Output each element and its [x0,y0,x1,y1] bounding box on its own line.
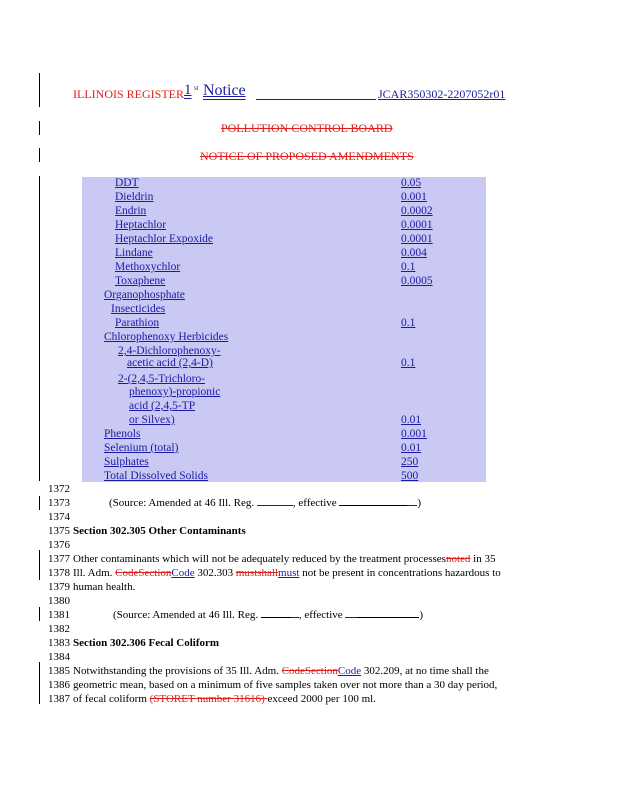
line-number: 1382 [48,623,70,635]
change-bar [39,121,40,135]
table-value: 0.0001 [401,233,433,245]
page-marker-sub: st [194,84,199,92]
table-row: Methoxychlor [115,261,181,273]
table-value: 0.0002 [401,205,433,217]
table-row: Total Dissolved Solids [104,470,208,482]
table-value: 0.1 [401,261,416,273]
table-row: Insecticides [111,303,166,315]
table-value: 0.004 [401,247,427,259]
table-row: Heptachlor Expoxide [115,233,214,245]
table-row: Lindane [115,247,153,259]
jcar-code: JCAR350302-2207052r01 [378,87,506,101]
line-number: 1373 [48,497,70,509]
line-number: 1380 [48,595,70,607]
paragraph-line: Other contaminants which will not be adequately reduced by the treatment processesnoted in 35 [73,553,496,565]
table-value: 250 [401,456,419,468]
line-number: 1378 [48,567,70,579]
paragraph-line: of fecal coliform (STORET number 31616) exceed 2000 per 100 ml. [73,693,376,705]
line-number: 1379 [48,581,70,593]
table-row: Phenols [104,428,141,440]
table-row: or Silvex) [129,414,175,426]
paragraph-line: Notwithstanding the provisions of 35 Ill. Adm. CodeSectionCode 302.209, at no time shall the [73,665,489,677]
line-number: 1384 [48,651,70,663]
table-row: Selenium (total) [104,442,179,454]
change-bar [39,73,40,107]
line-number: 1375 [48,525,70,537]
notice-heading: NOTICE OF PROPOSED AMENDMENTS [200,149,414,163]
change-bar [39,148,40,162]
line-number: 1381 [48,609,70,621]
table-row: 2,4-Dichlorophenoxy- [118,345,221,357]
page-marker: 1 [184,82,192,98]
register-title: ILLINOIS REGISTER [73,87,184,101]
change-bar [39,550,40,580]
table-row: Dieldrin [115,191,154,203]
table-value: 0.0001 [401,219,433,231]
change-bar [39,607,40,621]
line-number: 1386 [48,679,70,691]
table-row: 2-(2,4,5-Trichloro- [118,373,206,385]
change-bar [39,496,40,510]
line-number: 1377 [48,553,70,565]
table-value: 0.05 [401,177,422,189]
table-row: DDT [115,177,139,189]
line-number: 1376 [48,539,70,551]
change-bar [39,176,40,481]
table-value: 0.1 [401,317,416,329]
table-row: phenoxy)-propionic [129,386,221,398]
table-value: 0.1 [401,357,416,369]
table-row: Organophosphate [104,289,185,301]
source-note: (Source: Amended at 46 Ill. Reg. , effective ) [113,609,424,621]
table-value: 0.01 [401,414,422,426]
section-heading: Section 302.306 Fecal Coliform [73,637,220,649]
section-heading: Section 302.305 Other Contaminants [73,525,246,537]
paragraph-line: Ill. Adm. CodeSectionCode 302.303 mustshallmust not be present in concentrations hazardous to [73,567,501,579]
table-row: Endrin [115,205,147,217]
board-name: POLLUTION CONTROL BOARD [221,121,393,135]
table-row: Chlorophenoxy Herbicides [104,331,229,343]
header-rule [256,99,376,100]
line-number: 1383 [48,637,70,649]
table-value: 0.001 [401,191,427,203]
line-number: 1374 [48,511,70,523]
table-row: Toxaphene [115,275,166,287]
table-value: 0.0005 [401,275,433,287]
change-bar [39,662,40,704]
table-row: Sulphates [104,456,149,468]
table-value: 0.001 [401,428,427,440]
line-number: 1372 [48,483,70,495]
table-row: Parathion [115,317,160,329]
table-value: 500 [401,470,419,482]
paragraph-line: human health. [73,581,136,593]
line-number: 1387 [48,693,70,705]
line-number: 1385 [48,665,70,677]
paragraph-line: geometric mean, based on a minimum of five samples taken over not more than a 30 day period, [73,679,498,691]
table-value: 0.01 [401,442,422,454]
table-row: acetic acid (2,4-D) [127,357,213,369]
notice-title: Notice [203,82,246,99]
table-row: Heptachlor [115,219,167,231]
source-note: (Source: Amended at 46 Ill. Reg. , effective ) [109,497,422,509]
table-row: acid (2,4,5-TP [129,400,196,412]
